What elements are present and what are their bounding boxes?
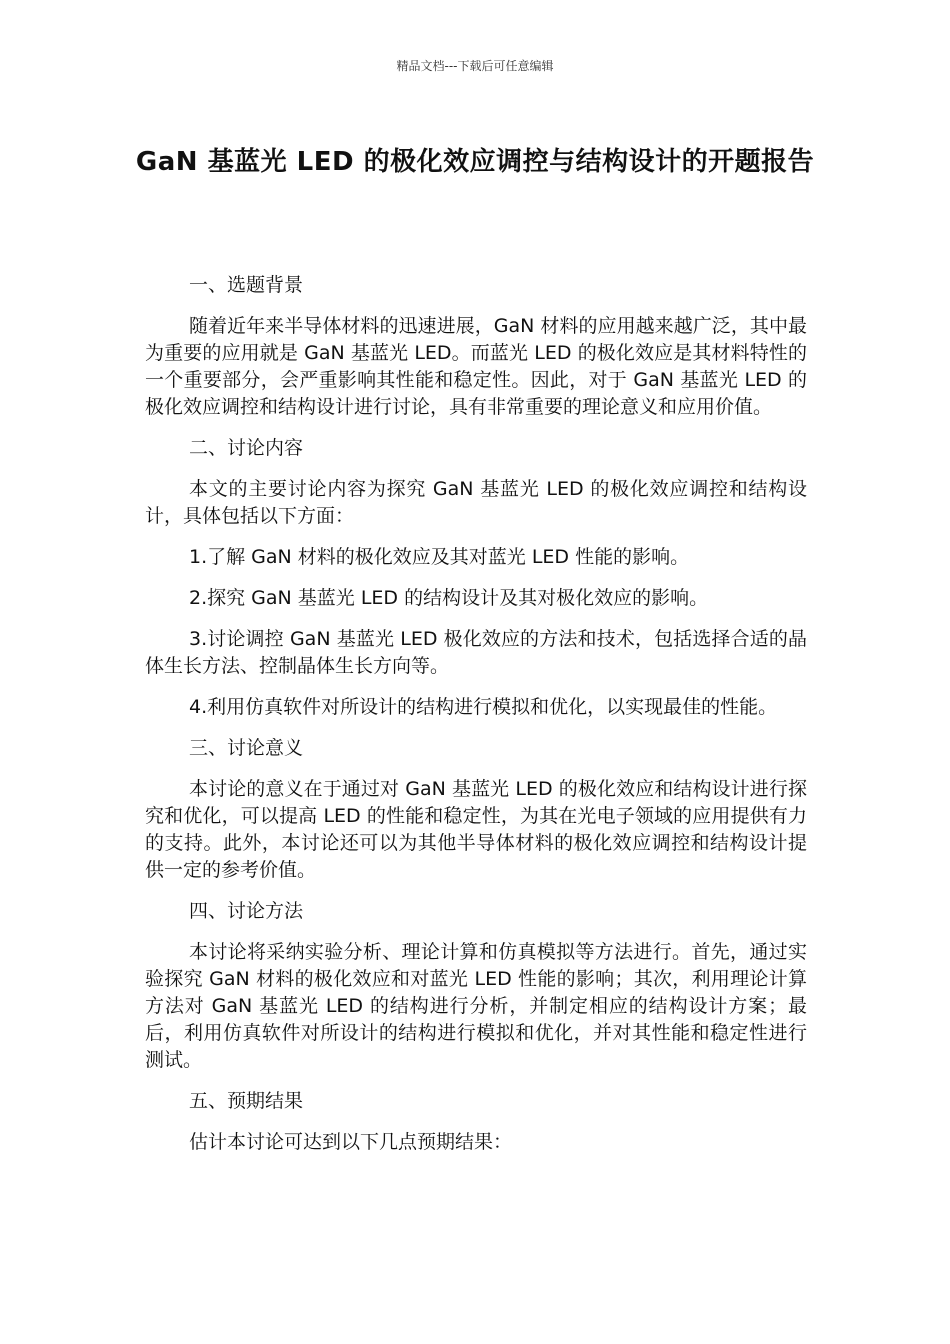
content-list-item: 3.讨论调控 GaN 基蓝光 LED 极化效应的方法和技术，包括选择合适的晶体生长方法、控制晶体生长方向等。 xyxy=(145,628,807,677)
expected-results-paragraph: 估计本讨论可达到以下几点预期结果： xyxy=(189,1131,513,1153)
content-intro-paragraph: 本文的主要讨论内容为探究 GaN 基蓝光 LED 的极化效应调控和结构设计，具体包括以下方面： xyxy=(145,478,807,527)
section-heading-expected-results: 五、预期结果 xyxy=(189,1090,304,1112)
methods-paragraph: 本讨论将采纳实验分析、理论计算和仿真模拟等方法进行。首先，通过实验探究 GaN 材料的极化效应和对蓝光 LED 性能的影响；其次，利用理论计算方法对 GaN 基蓝光 LED 的结构进行分析，并制定相应的结构设计方案；最后，利用仿真软件对所设计的结构进行模拟和优化，并对其性能和稳定性进行测试。 xyxy=(145,941,807,1071)
background-paragraph: 随着近年来半导体材料的迅速进展，GaN 材料的应用越来越广泛，其中最为重要的应用就是 GaN 基蓝光 LED。而蓝光 LED 的极化效应是其材料特性的一个重要部分，会严重影响其性能和稳定性。因此，对于 GaN 基蓝光 LED 的极化效应调控和结构设计进行讨论，具有非常重要的理论意义和应用价值。 xyxy=(145,315,807,418)
document-title: GaN 基蓝光 LED 的极化效应调控与结构设计的开题报告 xyxy=(135,147,815,177)
section-heading-significance: 三、讨论意义 xyxy=(189,737,304,759)
page-header-watermark: 精品文档---下载后可任意编辑 xyxy=(396,59,554,73)
document-body xyxy=(145,272,807,1170)
content-list-item: 1.了解 GaN 材料的极化效应及其对蓝光 LED 性能的影响。 xyxy=(189,546,690,568)
section-heading-content: 二、讨论内容 xyxy=(189,437,304,459)
content-list-item: 2.探究 GaN 基蓝光 LED 的结构设计及其对极化效应的影响。 xyxy=(189,587,709,609)
section-heading-background: 一、选题背景 xyxy=(189,274,304,296)
section-heading-methods: 四、讨论方法 xyxy=(189,900,304,922)
significance-paragraph: 本讨论的意义在于通过对 GaN 基蓝光 LED 的极化效应和结构设计进行探究和优化，可以提高 LED 的性能和稳定性，为其在光电子领域的应用提供有力的支持。此外，本讨论还可以为其他半导体材料的极化效应调控和结构设计提供一定的参考价值。 xyxy=(145,778,807,881)
content-list-item: 4.利用仿真软件对所设计的结构进行模拟和优化，以实现最佳的性能。 xyxy=(189,696,778,718)
